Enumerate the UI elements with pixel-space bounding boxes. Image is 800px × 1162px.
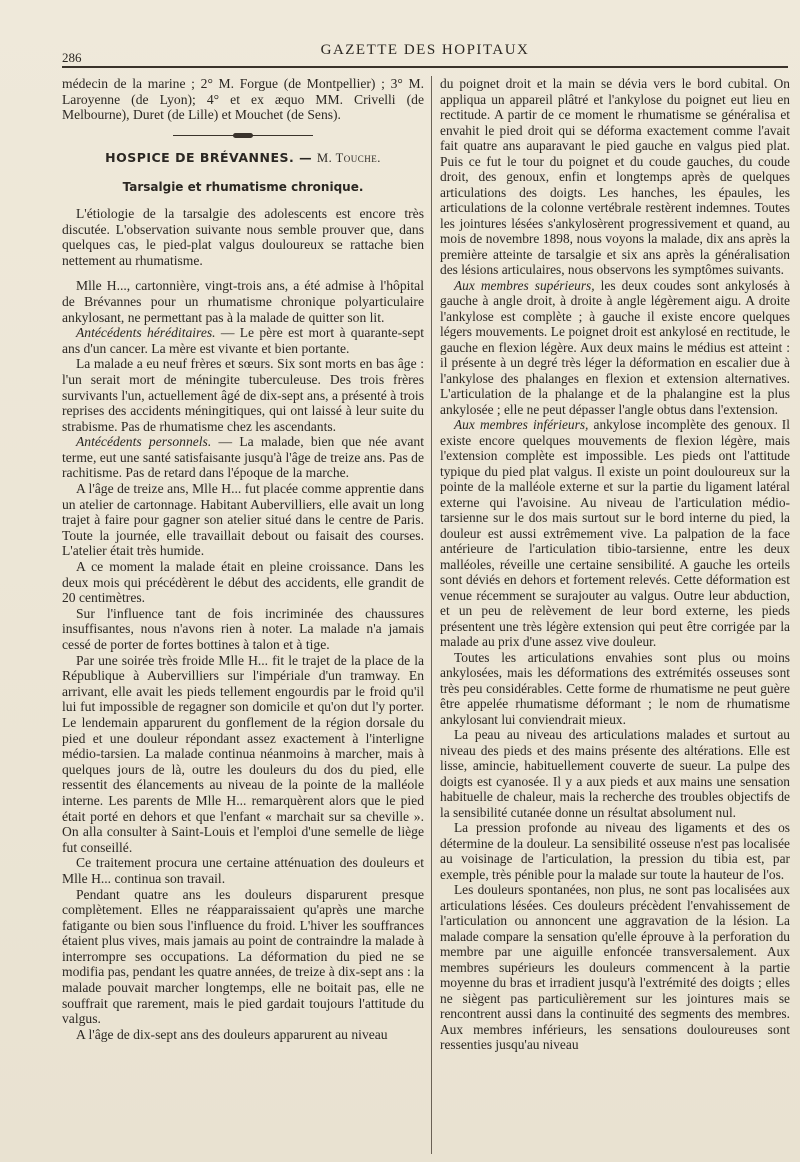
column-divider xyxy=(431,76,432,1154)
section-label: Aux membres supérieurs, xyxy=(454,277,595,293)
paragraph: Antécédents héréditaires. — Le père est mort à quarante-sept ans d'un cancer. La mère est vivante et bien portante. xyxy=(62,325,424,356)
paragraph: Aux membres inférieurs, ankylose incomplète des genoux. Il existe encore quelques mouvements de flexion légère, mais l'extension complète est impossible. Les pieds ont l'attitude typique du pied plat valgus. Il existe un point douloureux sur la pointe de la malléole externe et sur la partie du ligament latéral externe qui l'avoisine. Au niveau de l'articulation médio-tarsienne sur le dos mais surtout sur le bord interne du pied, la douleur est aussi extrêmement vive. La palpation de la face antérieure de l'articulation tibio-tarsienne, entre les deux malléoles, réveille une certaine sensibilité. A gauche les orteils sont déviés en dehors et fortement relevés. Cette déformation est venue récemment se surajouter au valgus. Outre leur abduction, et un peu de relèvement de leur bord externe, les pieds présentent une très légère extension qui peut être corrigée par la malade au prix d'une assez vive douleur. xyxy=(440,417,790,649)
section-label: Aux membres inférieurs, xyxy=(454,417,589,432)
journal-title: GAZETTE DES HOPITAUX xyxy=(320,42,530,58)
paragraph: A l'âge de treize ans, Mlle H... fut placée comme apprentie dans un atelier de cartonnage. Habitant Aubervilliers, elle avait un long trajet à faire pour gagner son atelier situé dans le centre de Paris. Toute la journée, elle travaillait debout ou faisait des courses. L'atelier était très humide. xyxy=(62,481,424,559)
intro-paragraph: médecin de la marine ; 2° M. Forgue (de Montpellier) ; 3° M. Laroyenne (de Lyon); 4° et ex æquo MM. Crivelli (de Melbourne), Duret (de Lille) et Mouchet (de Sens). xyxy=(62,76,424,123)
section-label: Antécédents personnels. xyxy=(76,434,212,450)
paragraph: L'étiologie de la tarsalgie des adolescents est encore très discutée. L'observation suivante nous semble prouver que, dans quelques cas, le pied-plat valgus douloureux se rattache bien nettement au rhumatisme. xyxy=(62,205,424,268)
article-title: Tarsalgie et rhumatisme chronique. xyxy=(122,180,364,195)
page-number: 286 xyxy=(62,50,82,65)
paragraph: La pression profonde au niveau des ligaments et des os détermine de la douleur. La sensibilité osseuse n'est pas localisée au voisinage de l'articulation, la pression du tibia est, par exemple, très pénible pour la malade sur toute la hauteur de l'os. xyxy=(440,820,790,882)
paragraph: Aux membres supérieurs, les deux coudes sont ankylosés à gauche à angle droit, à droite à angle légèrement aigu. A droite l'ankylose est complète ; à gauche il existe encore quelques légers mouvements. Le poignet droit est ankylosé en rectitude, le gauche en flexion légère. Aux deux mains le médius est atteint : il présente à un degré très léger la déformation en escalier due à l'ankylose des phalanges en flexion et extension alternatives. L'articulation de la phalange et de la phalangine est la plus ankylosée ; elle ne peut dépasser l'angle obtus dans l'extension. xyxy=(440,277,790,417)
paragraph: Pendant quatre ans les douleurs disparurent presque complètement. Elles ne réapparaissaient qu'après une marche fatigante ou bien sous l'influence du froid. L'hiver les souffrances étaient plus vives, mais jamais au point de contraindre la malade à interrompre ses occupations. La déformation du pied ne se modifia pas, pendant les quatre années, de treize à dix-sept ans : la malade pouvait marcher longtemps, elle ne boitait pas, elle ne souffrait que rarement, mais le pied gardait toujours l'attitude du valgus. xyxy=(62,886,424,1027)
page-header xyxy=(62,40,788,68)
paragraph: Toutes les articulations envahies sont plus ou moins ankylosées, mais les déformations des extrémités osseuses sont très peu considérables. Cette forme de rhumatisme ne peut guère être appelée rhumatisme déformant ; le nom de rhumatisme ankylosant lui conviendrait mieux. xyxy=(440,649,790,727)
section-label: Antécédents héréditaires. xyxy=(76,325,216,341)
paragraph: Antécédents personnels. — La malade, bien que née avant terme, eut une santé satisfaisante jusqu'à l'âge de treize ans. Pas de rachitisme. Pas de retard dans l'époque de la marche. xyxy=(62,434,424,481)
paragraph: du poignet droit et la main se dévia vers le bord cubital. On appliqua un appareil plâtré et l'ankylose du poignet eut lieu en rectitude. A partir de ce moment le rhumatisme se généralisa et envahit le pied droit qui se déforma exactement comme l'avait fait quatre ans auparavant le pied gauche en valgus pied plat. Puis ce fut le tour du poignet et du coude gauches, du coude droit, des genoux, enfin et longtemps après de quelques articulations des doigts. Les hanches, les épaules, les articulations de la colonne vertébrale restèrent indemnes. Toutes les jointures lésées s'ankylosèrent progressivement et quand, au mois de novembre 1898, nous voyons la malade, dix ans après la première atteinte de tarsalgie et six ans après la généralisation des lésions articulaires, nous observons les symptômes suivants. xyxy=(440,76,790,277)
author-name: M. Touche. xyxy=(316,150,381,165)
left-column xyxy=(62,76,424,1162)
section-divider xyxy=(173,135,313,136)
paragraph: Les douleurs spontanées, non plus, ne sont pas localisées aux articulations lésées. Ces douleurs précèdent l'envahissement de l'articulation ou annoncent une aggravation de la lésion. La malade compare la sensation qu'elle éprouve à la perforation du membre par une aiguille enfoncée transversalement. Aux membres supérieurs les douleurs commencent à la partie moyenne du bras et irradient jusqu'à l'extrémité des doigts ; elles ne siègent pas particulièrement sur les jointures mais se rencontrent aussi dans la continuité des segments des membres. Aux membres inférieurs, les sensations douloureuses sont ressenties jusqu'au niveau xyxy=(440,882,790,1052)
hospice-name: HOSPICE DE BRÉVANNES. — xyxy=(105,149,313,165)
paragraph: Sur l'influence tant de fois incriminée des chaussures insuffisantes, nous n'avons rien à noter. La malade n'a jamais cessé de porter de fortes bottines à talon et à tige. xyxy=(62,605,424,652)
paragraph: A ce moment la malade était en pleine croissance. Dans les deux mois qui précédèrent le début des accidents, elle grandit de 20 centimètres. xyxy=(62,559,424,606)
paragraph: La peau au niveau des articulations malades et surtout au niveau des pieds et des mains présente des altérations. Elle est lisse, amincie, habituellement couverte de sueur. La pulpe des doigts est cyanosée. Il y a aux pieds et aux mains une sensation habituelle de chaleur, mais la recherche des troubles objectifs de la sensibilité cutanée donne un résultat absolument nul. xyxy=(440,727,790,820)
paragraph: A l'âge de dix-sept ans des douleurs apparurent au niveau xyxy=(76,1026,388,1042)
paragraph: Ce traitement procura une certaine atténuation des douleurs et Mlle H... continua son travail. xyxy=(62,855,424,886)
paragraph: La malade a eu neuf frères et sœurs. Six sont morts en bas âge : l'un serait mort de méningite tuberculeuse. Des trois frères survivants l'un, actuellement âgé de dix-sept ans, a présenté à trois reprises des accidents méningitiques, qui ont laissé à leur suite du strabisme. Pas de rhumatisme chez les ascendants. xyxy=(62,356,424,434)
paragraph: Mlle H..., cartonnière, vingt-trois ans, a été admise à l'hôpital de Brévannes pour un rhumatisme chronique polyarticulaire ankylosant, ne permettant pas à la malade de quitter son lit. xyxy=(62,278,424,325)
right-column xyxy=(440,76,790,1162)
paragraph: Par une soirée très froide Mlle H... fit le trajet de la place de la République à Aubervilliers sur l'impériale d'un tramway. En arrivant, elle avait les pieds tellement engourdis par le froid qu'il lui fut impossible de regagner son domicile et qu'on dut l'y porter. Le lendemain apparurent du gonflement de la région dorsale du pied et une douleur répondant assez exactement à l'interligne médio-tarsien. La malade continua néanmoins à marcher, mais à quelques jours de là, outre les douleurs du dos du pied, elle ressentit des élancements au niveau de la pointe de la malléole interne. Les parents de Mlle H... remarquèrent alors que le pied était porté en dehors et que l'enfant « marchait sur sa cheville ». On alla consulter à Saint-Louis et l'emploi d'une semelle de liège fut conseillé. xyxy=(62,652,424,855)
section-heading xyxy=(62,150,424,167)
